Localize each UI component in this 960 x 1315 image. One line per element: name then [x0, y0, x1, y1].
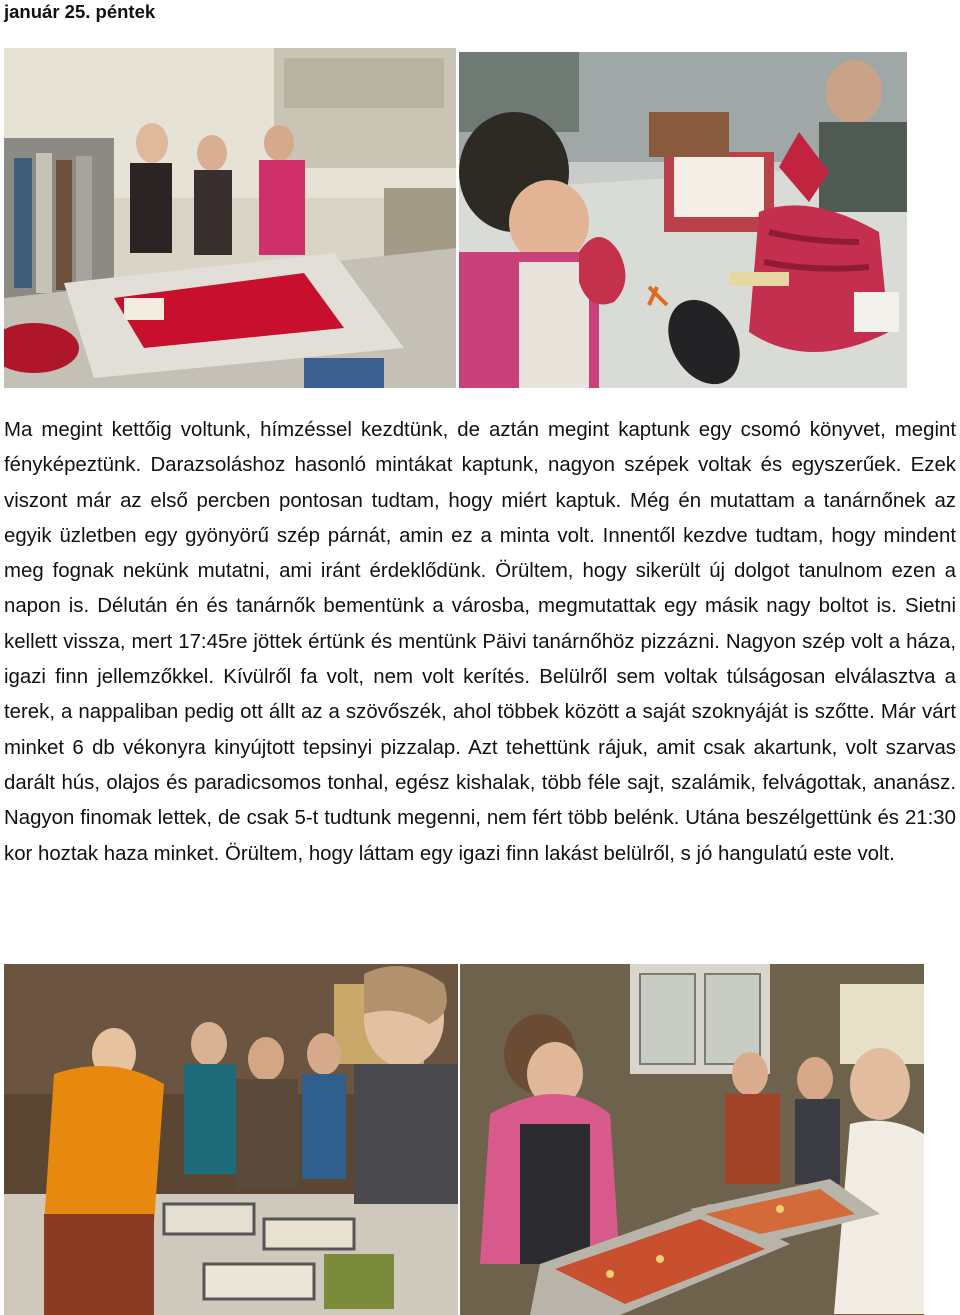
article-paragraph: Ma megint kettőig voltunk, hímzéssel kezdtünk, de aztán megint kaptunk egy csomó könyvet, megint fényképeztünk. Darazsoláshoz hasonló mintákat kaptunk, nagyon szépek voltak és egyszerűek. Ezek viszont már az első percben pontosan tudtam, hogy miért kaptuk. Még én mutattam a tanárnőnek az egyik üzletben egy gyönyörű szép párnát, amin ez a minta volt. Innentől kezdve tudtam, hogy mindent meg fognak nekünk mutatni, ami iránt érdeklődünk. Örültem, hogy sikerült új dolgot tanulnom ezen a napon is. Délután én és tanárnők bementünk a városba, megmutattak egy másik nagy boltot is. Sietni kellett vissza, mert 17:45re jöttek értünk és mentünk Päivi tanárnőhöz pizzázni. Nagyon szép volt a háza, igazi finn jellemzőkkel. Kívülről fa volt, nem volt kerítés. Belülről sem voltak túlságosan elválasztva a terek, a nappaliban pedig ott állt az a szövőszék, ahol többek között a saját szoknyáját is szőtte. Már várt minket 6 db vékonyra kinyújtott tepsinyi pizzalap. Azt tehettünk rájuk, amit csak akartunk, volt szarvas darált hús, olajos és paradicsomos tonhal, egész kishalak, több féle sajt, szalámik, felvágottak, ananász. Nagyon finomak lettek, de csak 5-t tudtunk megenni, nem fért több belénk. Utána beszélgettünk és 21:30 kor hoztak haza minket. Örültem, hogy láttam egy igazi finn lakást belülről, s jó hangulatú este volt.	[4, 419, 956, 865]
pizza-making-photo	[460, 964, 924, 1315]
embroidery-table-photo	[459, 52, 907, 388]
classroom-fabric-photo	[4, 48, 456, 388]
page-date-heading: január 25. péntek	[4, 1, 156, 22]
kitchen-group-photo	[4, 964, 458, 1315]
